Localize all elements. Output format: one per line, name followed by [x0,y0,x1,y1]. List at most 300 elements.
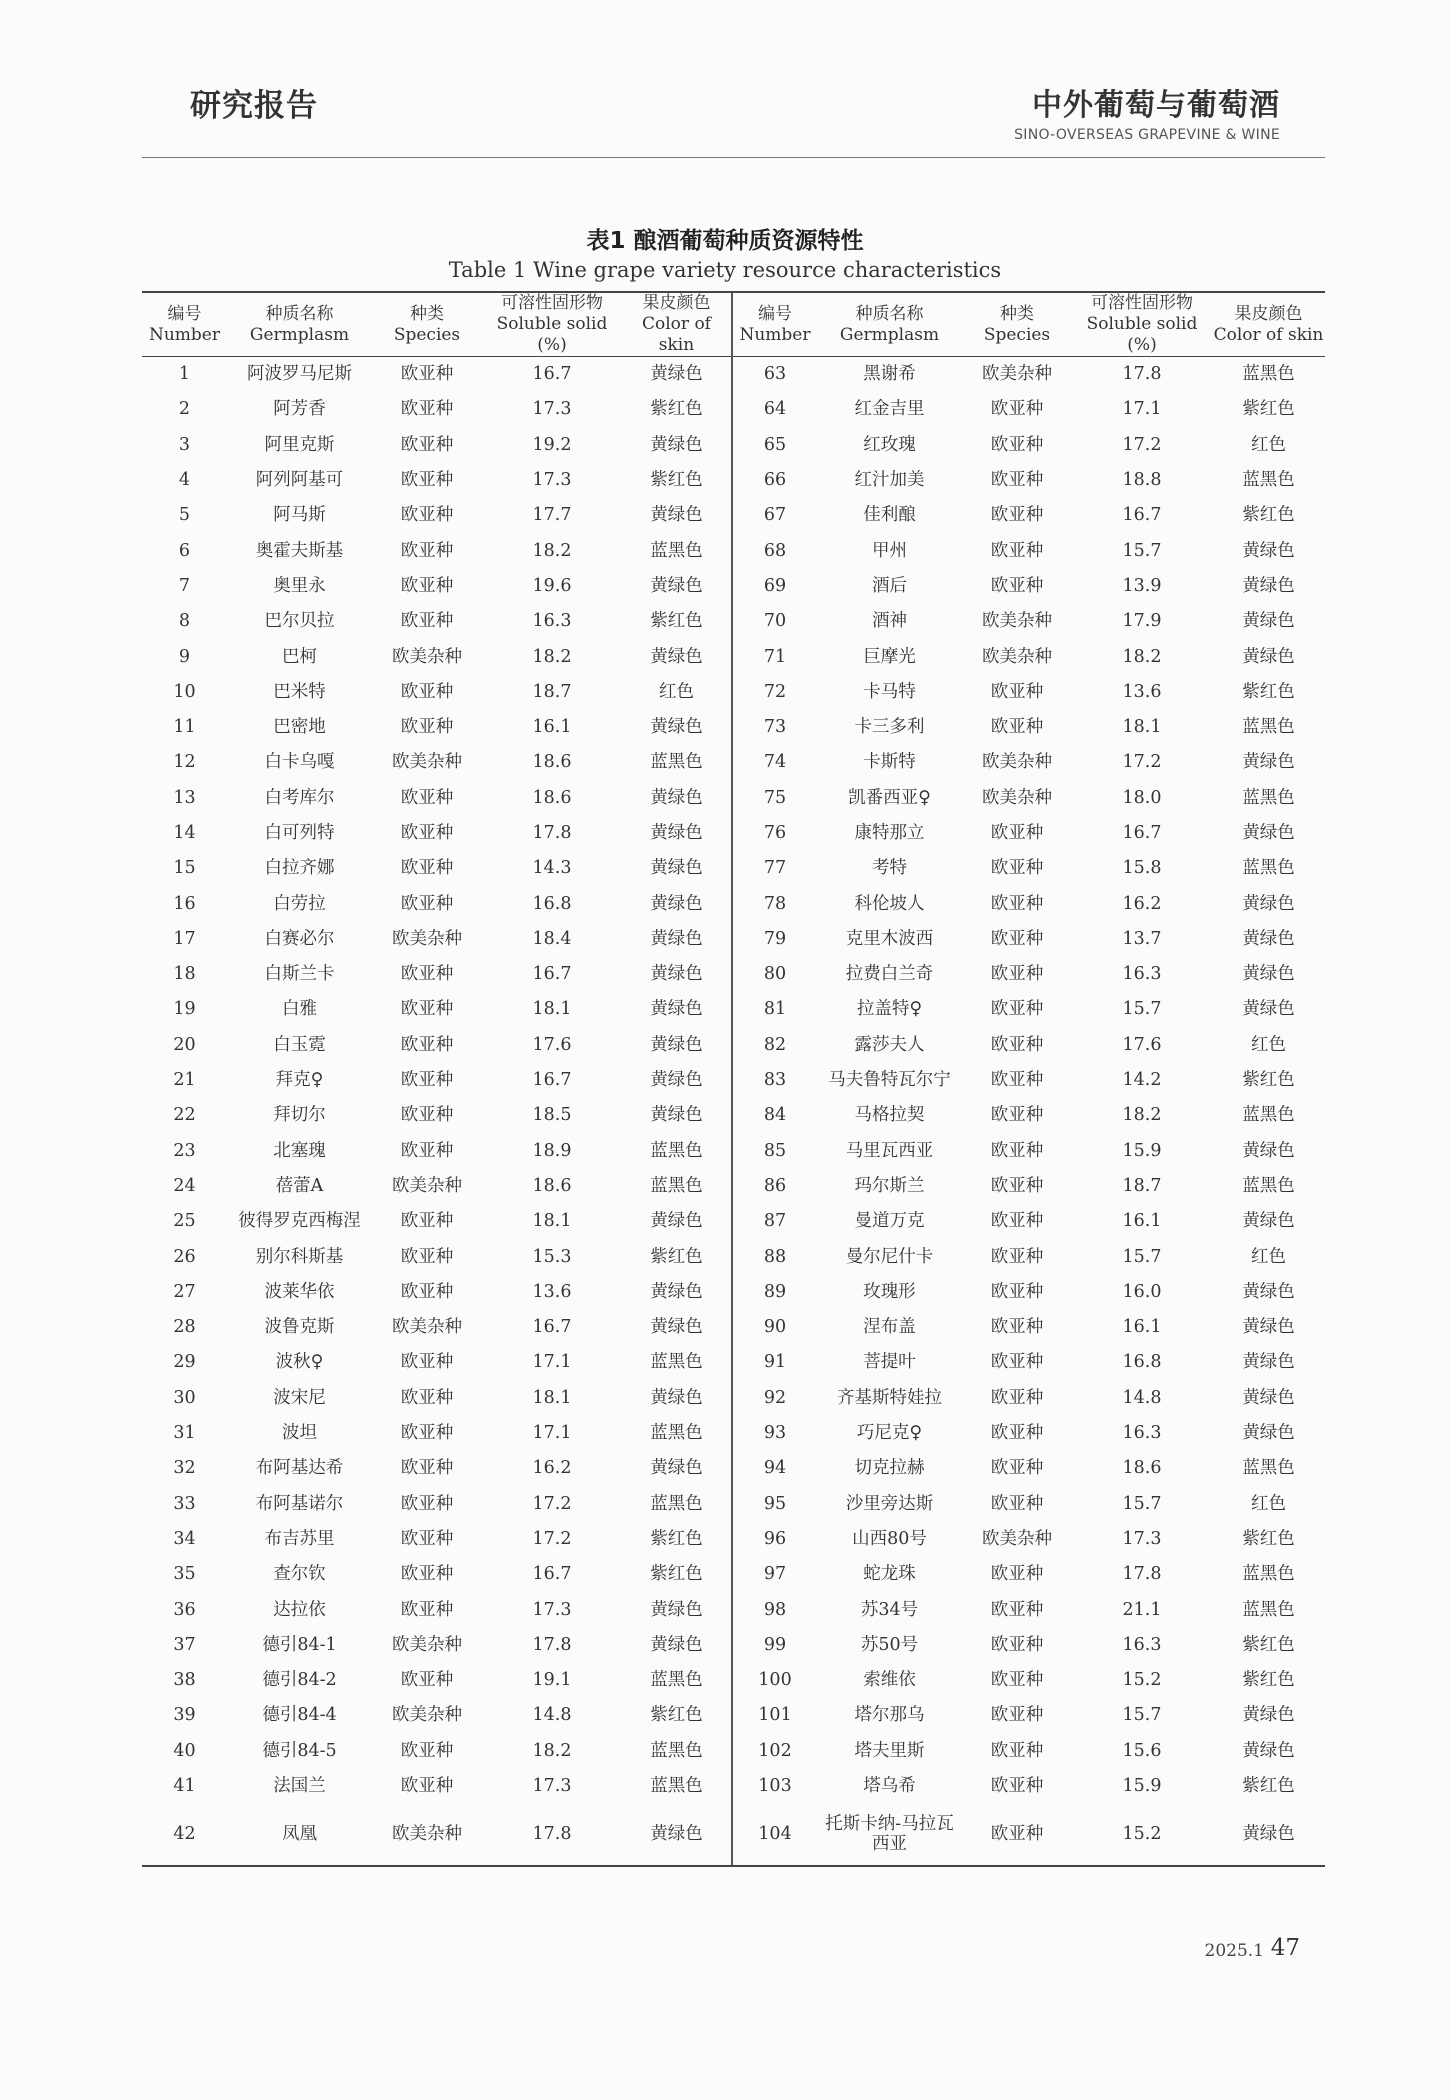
cell-skin-color: 黄绿色 [650,928,703,949]
cell-number: 95 [732,1486,817,1521]
header-rule [142,157,1325,158]
cell-germplasm: 巴柯 [282,646,317,667]
cell-germplasm: 玛尔斯兰 [854,1175,925,1196]
cell-skin-color: 蓝黑色 [650,1740,703,1761]
cell-species: 欧亚种 [990,540,1044,561]
table-row [142,709,1325,744]
header-germplasm: 种质名称 Germplasm [227,292,372,357]
cell-germplasm: 巴米特 [273,681,326,702]
cell-germplasm: 山西80号 [852,1528,927,1549]
cell-soluble-solid: 13.7 [1122,928,1162,949]
cell-soluble-solid: 16.1 [1122,1211,1162,1232]
cell-soluble-solid: 17.2 [1122,752,1162,773]
cell-number: 28 [173,1317,196,1338]
cell-species: 欧亚种 [400,1281,454,1302]
cell-number: 6 [178,540,191,561]
cell-number: 29 [173,1352,196,1373]
cell-number: 65 [732,427,817,462]
cell-number: 34 [173,1528,196,1549]
cell-skin-color: 蓝黑色 [650,1493,703,1514]
table-row [142,780,1325,815]
cell-skin-color: 黄绿色 [1212,1804,1325,1866]
cell-skin-color: 蓝黑色 [650,1423,703,1444]
cell-soluble-solid: 19.1 [532,1670,572,1691]
cell-number: 18 [173,964,196,985]
cell-number: 11 [173,717,196,738]
cell-species: 欧美杂种 [392,752,462,773]
cell-number: 100 [732,1662,817,1697]
cell-skin-color: 黄绿色 [1242,1281,1295,1302]
cell-number: 101 [732,1698,817,1733]
cell-germplasm: 菩提叶 [863,1352,916,1373]
cell-number: 98 [732,1592,817,1627]
cell-skin-color: 紫红色 [650,399,703,420]
cell-species: 欧亚种 [400,1246,454,1267]
cell-soluble-solid: 13.6 [532,1281,572,1302]
cell-species: 欧亚种 [400,1387,454,1408]
cell-germplasm: 查尔钦 [273,1564,326,1585]
cell-germplasm: 白可列特 [264,823,335,843]
cell-skin-color: 红色 [1251,1034,1286,1055]
cell-germplasm: 德引84-5 [262,1740,337,1761]
cell-number: 33 [173,1493,196,1514]
cell-skin-color: 黄绿色 [1242,1705,1295,1726]
cell-species: 欧亚种 [990,928,1044,949]
table-row [142,1098,1325,1133]
cell-skin-color: 黄绿色 [650,1105,703,1126]
cell-skin-color: 黄绿色 [1242,1352,1295,1373]
cell-skin-color: 黄绿色 [1242,1211,1295,1232]
cell-germplasm: 奥霍夫斯基 [255,540,344,561]
cell-germplasm: 奥里永 [273,575,326,596]
cell-number: 30 [173,1387,196,1408]
cell-number: 64 [732,392,817,427]
cell-skin-color: 黄绿色 [650,1317,703,1338]
cell-soluble-solid: 15.3 [532,1246,572,1267]
cell-number: 93 [732,1415,817,1450]
cell-species: 欧亚种 [400,611,454,632]
cell-germplasm: 德引84-2 [262,1670,337,1691]
table-row [142,1062,1325,1097]
table-row [142,1733,1325,1768]
cell-skin-color: 黄绿色 [650,893,703,914]
cell-germplasm: 拜切尔 [273,1105,326,1126]
cell-number: 66 [732,462,817,497]
cell-species: 欧亚种 [990,1740,1044,1761]
cell-germplasm: 布吉苏里 [264,1528,335,1549]
cell-soluble-solid: 17.6 [532,1034,572,1055]
cell-species: 欧亚种 [990,681,1044,702]
cell-germplasm: 塔夫里斯 [854,1740,925,1761]
cell-germplasm: 卡马特 [863,681,916,702]
table-container [142,291,1325,1867]
table-row [142,357,1325,392]
cell-germplasm: 曼道万克 [854,1211,925,1232]
cell-number: 1 [178,364,191,385]
cell-soluble-solid: 14.8 [1122,1387,1162,1408]
cell-germplasm: 拉盖特♀ [856,999,923,1020]
cell-number: 8 [178,611,191,632]
cell-species: 欧亚种 [400,1776,454,1797]
cell-number: 92 [732,1380,817,1415]
table-row [142,1804,1325,1866]
cell-number: 68 [732,533,817,568]
page-number: 47 [1270,1935,1300,1961]
cell-skin-color: 紫红色 [1242,681,1295,702]
cell-species: 欧亚种 [990,1387,1044,1408]
table-row [142,1345,1325,1380]
cell-species: 欧亚种 [990,717,1044,738]
cell-number: 17 [173,928,196,949]
cell-number: 39 [173,1705,196,1726]
cell-soluble-solid: 17.1 [1122,399,1162,420]
cell-species: 欧亚种 [400,1599,454,1620]
cell-species: 欧亚种 [990,1564,1044,1585]
cell-skin-color: 紫红色 [1242,399,1295,420]
cell-germplasm: 白玉霓 [273,1034,326,1055]
cell-soluble-solid: 19.2 [532,434,572,455]
table-caption-cn: 表1 酿酒葡萄种质资源特性 [586,228,864,254]
cell-number: 71 [732,639,817,674]
cell-germplasm: 白赛必尔 [264,928,335,949]
cell-number: 15 [173,858,196,879]
cell-skin-color: 红色 [1251,1246,1286,1267]
cell-species: 欧亚种 [990,1034,1044,1055]
cell-number: 90 [732,1310,817,1345]
table-row [142,1133,1325,1168]
cell-skin-color: 紫红色 [650,470,703,491]
cell-number: 88 [732,1239,817,1274]
cell-number: 102 [732,1733,817,1768]
cell-germplasm: 波秋♀ [275,1352,324,1373]
cell-skin-color: 紫红色 [1242,1070,1295,1091]
cell-soluble-solid: 15.7 [1122,1246,1162,1267]
cell-skin-color: 蓝黑色 [650,1776,703,1797]
cell-soluble-solid: 17.2 [532,1493,572,1514]
cell-germplasm: 德引84-1 [262,1634,337,1655]
table-row [142,1592,1325,1627]
cell-skin-color: 黄绿色 [650,1387,703,1408]
cell-species: 欧亚种 [400,1140,454,1161]
cell-germplasm: 托斯卡纳-马拉瓦西亚 [817,1804,962,1866]
cell-skin-color: 黄绿色 [1242,540,1295,561]
cell-number: 40 [173,1740,196,1761]
cell-germplasm: 克里木波西 [845,928,934,949]
journal-title-cn: 中外葡萄与葡萄酒 [1032,88,1280,123]
cell-soluble-solid: 16.3 [1122,964,1162,985]
cell-species: 欧亚种 [990,1281,1044,1302]
cell-species: 欧亚种 [400,1740,454,1761]
cell-soluble-solid: 14.2 [1122,1070,1162,1091]
table-row [142,1698,1325,1733]
table-row [142,639,1325,674]
cell-species: 欧亚种 [400,399,454,420]
cell-skin-color: 黄绿色 [1242,752,1295,773]
table-row [142,886,1325,921]
cell-germplasm: 苏34号 [860,1599,919,1620]
germplasm-table [142,291,1325,1867]
cell-skin-color: 蓝黑色 [1242,787,1295,808]
cell-skin-color: 蓝黑色 [650,1175,703,1196]
cell-number: 9 [178,646,191,667]
cell-germplasm: 北塞瑰 [273,1140,326,1161]
cell-germplasm: 马里瓦西亚 [845,1140,934,1161]
cell-soluble-solid: 18.7 [532,681,572,702]
cell-soluble-solid: 16.3 [1122,1423,1162,1444]
cell-number: 4 [178,470,191,491]
cell-species: 欧亚种 [990,1670,1044,1691]
header-species: 种类 Species [372,292,482,357]
cell-species: 欧亚种 [990,1458,1044,1479]
cell-species: 欧美杂种 [982,1528,1052,1549]
cell-germplasm: 白拉齐娜 [264,858,335,879]
header-species: 种类 Species [962,292,1072,357]
cell-number: 70 [732,604,817,639]
cell-skin-color: 紫红色 [650,1564,703,1585]
cell-germplasm: 玫瑰形 [863,1281,916,1302]
cell-number: 31 [173,1423,196,1444]
cell-species: 欧亚种 [400,575,454,596]
cell-species: 欧亚种 [400,434,454,455]
table-row [142,427,1325,462]
cell-soluble-solid: 18.1 [532,1211,572,1232]
cell-number: 104 [732,1804,817,1866]
cell-soluble-solid: 18.1 [1122,717,1162,738]
cell-number: 99 [732,1627,817,1662]
cell-number: 35 [173,1564,196,1585]
cell-species: 欧亚种 [990,964,1044,985]
cell-soluble-solid: 15.7 [1122,1493,1162,1514]
cell-germplasm: 涅布盖 [863,1317,916,1338]
cell-soluble-solid: 17.3 [532,470,572,491]
cell-germplasm: 波莱华依 [264,1281,335,1302]
cell-soluble-solid: 16.7 [532,364,572,385]
cell-germplasm: 红汁加美 [854,470,925,491]
table-row [142,1168,1325,1203]
cell-species: 欧美杂种 [982,611,1052,632]
cell-skin-color: 蓝黑色 [1242,470,1295,491]
cell-number: 16 [173,893,196,914]
table-row [142,957,1325,992]
cell-species: 欧亚种 [990,1352,1044,1373]
cell-germplasm: 波坦 [282,1423,317,1444]
cell-species: 欧亚种 [990,399,1044,420]
cell-soluble-solid: 15.6 [1122,1740,1162,1761]
cell-soluble-solid: 15.7 [1122,1705,1162,1726]
cell-germplasm: 巧尼克♀ [856,1423,923,1444]
cell-skin-color: 黄绿色 [1242,1740,1295,1761]
cell-species: 欧亚种 [400,1352,454,1373]
header-germplasm: 种质名称 Germplasm [817,292,962,357]
cell-species: 欧亚种 [400,540,454,561]
cell-number: 67 [732,498,817,533]
cell-skin-color: 黄绿色 [650,575,703,596]
cell-skin-color: 蓝黑色 [650,540,703,561]
cell-germplasm: 阿芳香 [273,399,326,420]
cell-soluble-solid: 13.6 [1122,681,1162,702]
cell-species: 欧亚种 [400,1564,454,1585]
table-row [142,1557,1325,1592]
table-row [142,745,1325,780]
cell-germplasm: 康特那立 [854,823,925,843]
table-row [142,921,1325,956]
cell-germplasm: 马夫鲁特瓦尔宁 [828,1070,951,1091]
cell-germplasm: 阿里克斯 [264,434,335,455]
cell-number: 76 [732,815,817,850]
cell-number: 24 [173,1175,196,1196]
cell-number: 96 [732,1521,817,1556]
cell-soluble-solid: 16.2 [1122,893,1162,914]
cell-skin-color: 黄绿色 [650,717,703,738]
cell-skin-color: 蓝黑色 [650,752,703,773]
cell-skin-color: 黄绿色 [1242,1423,1295,1444]
cell-soluble-solid: 19.6 [532,575,572,596]
header-soluble-solid: 可溶性固形物 Soluble solid (%) [482,292,622,357]
cell-germplasm: 卡斯特 [863,752,916,773]
table-row [142,1662,1325,1697]
cell-skin-color: 紫红色 [650,1705,703,1726]
cell-number: 75 [732,780,817,815]
table-row [142,992,1325,1027]
cell-soluble-solid: 13.9 [1122,575,1162,596]
cell-species: 欧亚种 [990,1211,1044,1232]
cell-number: 72 [732,674,817,709]
table-row [142,851,1325,886]
cell-soluble-solid: 16.7 [1122,505,1162,526]
cell-species: 欧亚种 [400,823,454,843]
cell-soluble-solid: 16.8 [1122,1352,1162,1373]
cell-number: 91 [732,1345,817,1380]
header-number: 编号 Number [732,292,817,357]
cell-number: 78 [732,886,817,921]
cell-number: 26 [173,1246,196,1267]
cell-germplasm: 齐基斯特娃拉 [837,1387,942,1408]
cell-skin-color: 黄绿色 [650,964,703,985]
cell-number: 32 [173,1458,196,1479]
journal-title-en: SINO-OVERSEAS GRAPEVINE & WINE [1014,127,1280,143]
table-row [142,1204,1325,1239]
cell-germplasm: 露莎夫人 [854,1034,925,1055]
cell-germplasm: 苏50号 [860,1634,919,1655]
cell-germplasm: 考特 [872,858,907,879]
cell-species: 欧亚种 [990,575,1044,596]
cell-skin-color: 黄绿色 [650,1634,703,1655]
cell-species: 欧亚种 [400,999,454,1020]
cell-soluble-solid: 17.8 [1122,1564,1162,1585]
cell-soluble-solid: 17.9 [1122,611,1162,632]
cell-species: 欧亚种 [400,505,454,526]
table-row [142,1627,1325,1662]
cell-species: 欧亚种 [400,364,454,385]
cell-soluble-solid: 14.3 [532,858,572,879]
cell-soluble-solid: 21.1 [1122,1599,1162,1620]
cell-number: 94 [732,1451,817,1486]
table-row [142,1521,1325,1556]
cell-skin-color: 黄绿色 [650,823,703,843]
cell-germplasm: 甲州 [872,540,907,561]
header-skin-color: 果皮颜色 Color of skin [1212,292,1325,357]
cell-skin-color: 黄绿色 [650,1211,703,1232]
cell-skin-color: 黄绿色 [650,1599,703,1620]
table-row [142,604,1325,639]
table-row [142,674,1325,709]
cell-skin-color: 黄绿色 [1242,575,1295,596]
cell-species: 欧亚种 [400,1034,454,1055]
cell-germplasm: 阿波罗马尼斯 [247,364,352,385]
cell-number: 80 [732,957,817,992]
cell-skin-color: 黄绿色 [650,999,703,1020]
cell-soluble-solid: 16.7 [532,964,572,985]
cell-germplasm: 巨摩光 [863,646,916,667]
cell-germplasm: 白卡乌嘎 [264,752,335,773]
cell-skin-color: 黄绿色 [622,1804,732,1866]
table-row [142,1274,1325,1309]
cell-number: 74 [732,745,817,780]
cell-species: 欧亚种 [990,1705,1044,1726]
cell-soluble-solid: 15.9 [1122,1776,1162,1797]
cell-number: 79 [732,921,817,956]
cell-number: 87 [732,1204,817,1239]
table-row [142,1310,1325,1345]
header-soluble-solid: 可溶性固形物 Soluble solid (%) [1072,292,1212,357]
cell-number: 19 [173,999,196,1020]
cell-species: 欧亚种 [400,1670,454,1691]
cell-soluble-solid: 17.8 [482,1804,622,1866]
cell-species: 欧亚种 [990,1317,1044,1338]
cell-germplasm: 德引84-4 [262,1705,337,1726]
cell-germplasm: 红金吉里 [854,399,925,420]
cell-germplasm: 塔尔那乌 [854,1705,925,1726]
cell-germplasm: 法国兰 [273,1776,326,1797]
table-row [142,1415,1325,1450]
cell-soluble-solid: 18.2 [1122,1105,1162,1126]
cell-species: 欧亚种 [400,1105,454,1126]
cell-species: 欧美杂种 [392,1705,462,1726]
cell-germplasm: 佳利酿 [863,505,916,526]
cell-soluble-solid: 18.7 [1122,1175,1162,1196]
cell-soluble-solid: 16.3 [1122,1634,1162,1655]
cell-skin-color: 红色 [659,681,694,702]
cell-species: 欧美杂种 [392,1634,462,1655]
cell-species: 欧亚种 [990,1493,1044,1514]
cell-skin-color: 红色 [1251,434,1286,455]
cell-skin-color: 黄绿色 [650,434,703,455]
table-row [142,533,1325,568]
cell-soluble-solid: 18.2 [532,540,572,561]
table-row [142,1380,1325,1415]
cell-soluble-solid: 18.1 [532,999,572,1020]
cell-germplasm: 曼尔尼什卡 [845,1246,934,1267]
cell-soluble-solid: 18.0 [1122,787,1162,808]
cell-number: 85 [732,1133,817,1168]
cell-germplasm: 凯番西亚♀ [848,787,931,808]
cell-species: 欧亚种 [990,1423,1044,1444]
cell-soluble-solid: 18.9 [532,1140,572,1161]
cell-number: 89 [732,1274,817,1309]
cell-species: 欧亚种 [400,1528,454,1549]
cell-soluble-solid: 16.7 [532,1564,572,1585]
cell-germplasm: 黑谢希 [863,364,916,385]
cell-soluble-solid: 17.1 [532,1352,572,1373]
cell-soluble-solid: 17.8 [532,823,572,843]
cell-number: 7 [178,575,191,596]
cell-skin-color: 黄绿色 [650,1034,703,1055]
cell-skin-color: 黄绿色 [1242,1317,1295,1338]
table-row [142,392,1325,427]
cell-species: 欧亚种 [990,1105,1044,1126]
cell-skin-color: 蓝黑色 [1242,1105,1295,1126]
cell-species: 欧美杂种 [392,646,462,667]
